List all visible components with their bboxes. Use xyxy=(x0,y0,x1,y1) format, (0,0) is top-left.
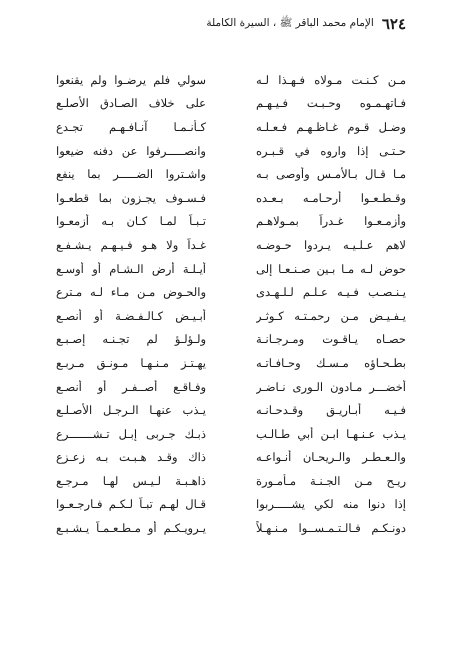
verse-11 xyxy=(56,304,406,328)
second-hemistich: ذاك وقـد هـبـت بـه زعـزع xyxy=(56,450,206,465)
second-hemistich: يـذب عنهـا الـرجـل الأصـلـع xyxy=(56,403,206,418)
verse-7 xyxy=(56,210,406,234)
verse-19 xyxy=(56,493,406,517)
second-hemistich: غـداً ولا هـو فـيـهـم يـشـفـع xyxy=(56,237,206,252)
first-hemistich: مـن كـنـت مـولاه فـهـذا لـه xyxy=(256,72,406,87)
verse-6 xyxy=(56,186,406,210)
second-hemistich: سولي فلم يرضـوا ولم يقنعوا xyxy=(56,72,206,87)
first-hemistich: ريـح مـن الجـنـة مـأمـورة xyxy=(256,473,406,488)
second-hemistich: ذاهـبـة لـيـس لهـا مـرجـع xyxy=(56,473,206,488)
first-hemistich: والـعـطـر والـريحـان أنـواعـه xyxy=(256,450,406,465)
verse-8 xyxy=(56,233,406,257)
first-hemistich: وضـل قـوم غـاظـهـم فـعـلـه xyxy=(256,119,406,134)
second-hemistich: فـسـوف يجـزون بما قطعـوا xyxy=(56,190,206,205)
first-hemistich: لاهم عـلـيـه يـردوا حـوضـه xyxy=(256,237,406,252)
first-hemistich: حوض لـه مـا بـين صـنـعـا إلى xyxy=(256,261,406,276)
verse-2 xyxy=(56,92,406,116)
first-hemistich: أخضـــر مـادون الـورى نـاضـر xyxy=(256,379,406,394)
verse-18 xyxy=(56,469,406,493)
verse-9 xyxy=(56,257,406,281)
verse-4 xyxy=(56,139,406,163)
second-hemistich: يهـتـز مـنـهـا مـونـق مـربـع xyxy=(56,355,206,370)
first-hemistich: مـا قـال بـالأمـس وأوصى بـه xyxy=(256,167,406,182)
first-hemistich: حـتـى إذا واروه في قـبـره xyxy=(256,143,406,158)
second-hemistich: والحـوض مـن مـاء لـه مـترع xyxy=(56,285,206,300)
first-hemistich: فـيـه أبـاريـق وقـدحـانـه xyxy=(256,403,406,418)
verse-10 xyxy=(56,280,406,304)
page-header xyxy=(58,14,406,34)
first-hemistich: وقـطـعـوا أرحـامـه بـعـده xyxy=(256,190,406,205)
second-hemistich: واشـتروا الضـــــر بما ينفع xyxy=(56,167,206,182)
second-hemistich: وفـاقـع أصــفـر أو أنصـع xyxy=(56,379,206,394)
first-hemistich: دونـكـم فـالـتـمـســوا مـنـهـلاً xyxy=(256,521,406,536)
first-hemistich: يـنـصـب فـيـه عـلـم لـلـهـدى xyxy=(256,285,406,300)
second-hemistich: ولـؤلـؤ لم تجـنـه إصـبـع xyxy=(56,332,206,347)
verse-5 xyxy=(56,162,406,186)
verse-17 xyxy=(56,446,406,470)
second-hemistich: قـال لهـم تبـاً لـكـم فـارجـعـوا xyxy=(56,497,206,512)
second-hemistich: ذبـك جـربى إبـل تـشـــــــرع xyxy=(56,426,206,441)
second-hemistich: كـأنـمـا آنـافـهـم تجـدع xyxy=(56,119,206,134)
second-hemistich: وانصـــــرفوا عن دفنه ضيعوا xyxy=(56,143,206,158)
verse-15 xyxy=(56,398,406,422)
running-title: الإمام محمد الباقر ﷺ ، السيرة الكاملة xyxy=(206,16,374,29)
second-hemistich: أبـيـض كـالـفـضـة أو أنصـع xyxy=(56,308,206,323)
page-number: ٦٢٤ xyxy=(381,15,406,33)
first-hemistich: يـذب عـنـهـا ابـن أبي طـالـب xyxy=(256,426,406,441)
verse-12 xyxy=(56,328,406,352)
first-hemistich: بطـحـاؤه مـسـك وحـافـاتـه xyxy=(256,355,406,370)
verse-16 xyxy=(56,422,406,446)
second-hemistich: يـرويـكـم أو مـطـعـمـاً يـشـبـع xyxy=(56,521,206,536)
second-hemistich: على خلاف الصـادق الأصلـع xyxy=(56,96,206,111)
first-hemistich: وأزمـعـوا غـدراً بمـولاهـم xyxy=(256,214,406,229)
first-hemistich: يـفـيـض مـن رحمـتـه كـوثـر xyxy=(256,308,406,323)
verse-20 xyxy=(56,516,406,540)
second-hemistich: تـبـاً لمـا كـان بـه أزمعـوا xyxy=(56,214,206,229)
first-hemistich: إذا دنوا منه لكي يشـــــربوا xyxy=(256,497,406,512)
first-hemistich: حصـاه يـاقـوت ومـرجـانـة xyxy=(256,332,406,347)
poem xyxy=(56,68,406,540)
verse-13 xyxy=(56,351,406,375)
verse-1 xyxy=(56,68,406,92)
first-hemistich: فـاتهـمـوه وحـبـت فـيـهـم xyxy=(256,96,406,111)
verse-3 xyxy=(56,115,406,139)
verse-14 xyxy=(56,375,406,399)
second-hemistich: أيـلـة أرض الـشـام أو أوسـع xyxy=(56,261,206,276)
